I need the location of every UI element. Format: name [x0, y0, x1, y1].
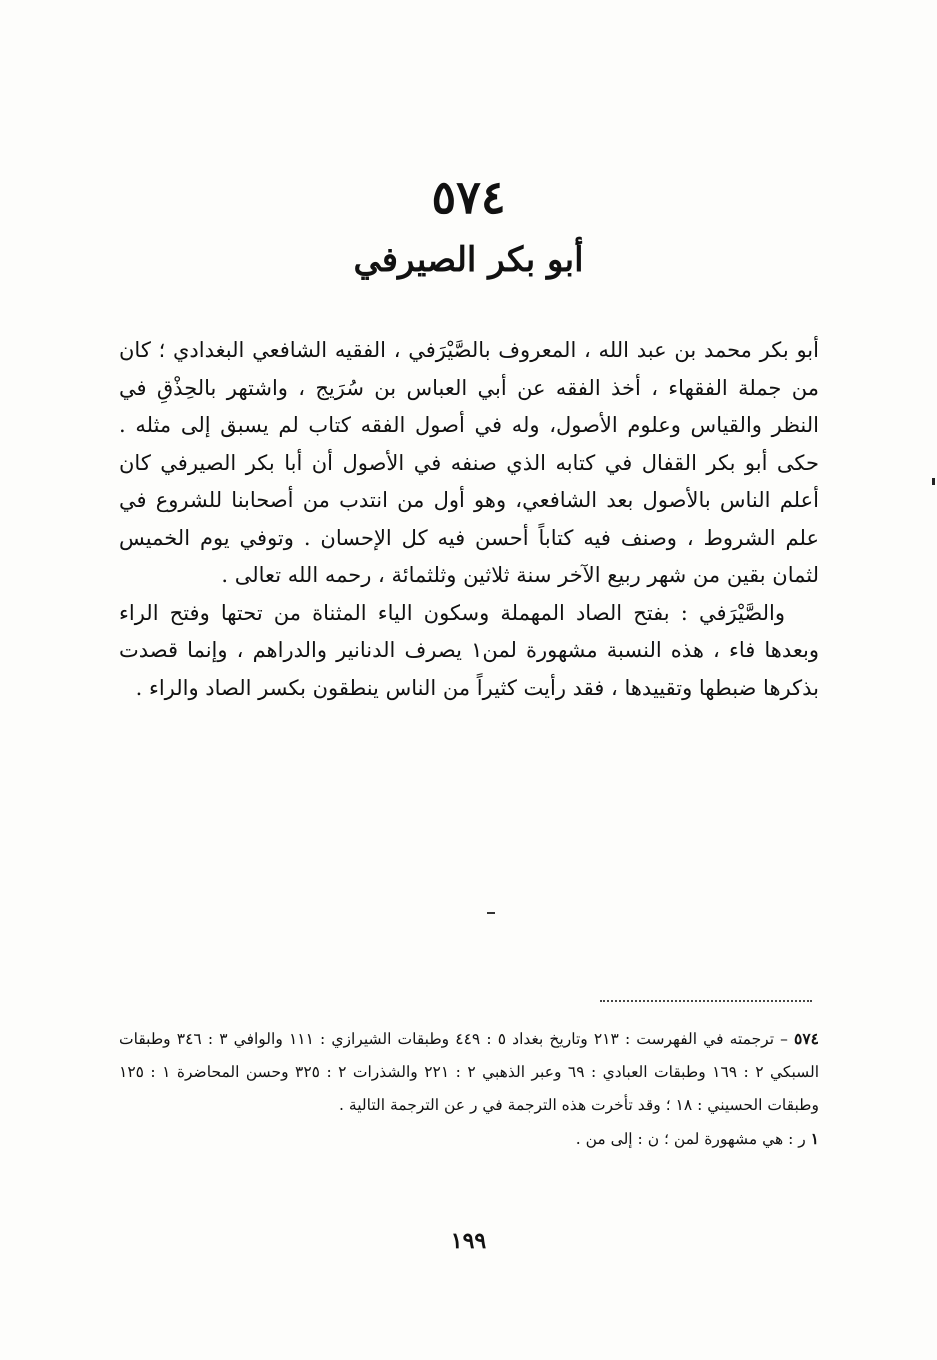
footnote-text: ر : هي مشهورة لمن ؛ ن : إلى من .	[575, 1130, 811, 1148]
stray-dash-mark	[487, 912, 495, 914]
entry-number: ٥٧٤	[431, 170, 506, 224]
footnote-divider	[600, 1000, 812, 1002]
footnotes	[119, 1022, 819, 1156]
entry-title: أبو بكر الصيرفي	[353, 240, 584, 280]
footnote-variant	[119, 1122, 819, 1156]
footnote-number: ١	[810, 1129, 819, 1148]
page-number: ١٩٩	[450, 1228, 487, 1254]
footnote-number: ٥٧٤	[794, 1029, 819, 1048]
footnote-sources	[119, 1022, 819, 1122]
paragraph-nisba: والصَّيْرَفي : بفتح الصاد المهملة وسكون الياء المثناة من تحتها وفتح الراء وبعدها فاء ، هذه النسبة مشهورة لمن١ يصرف الدنانير والدراهم ، وإنما قصدت بذكرها ضبطها وتقييدها ، فقد رأيت كثيراً من الناس ينطقون بكسر الصاد والراء .	[119, 600, 819, 700]
margin-mark	[932, 478, 935, 485]
footnote-text: – ترجمته في الفهرست : ٢١٣ وتاريخ بغداد ٥ : ٤٤٩ وطبقات الشيرازي : ١١١ والوافي ٣ : ٣٤٦ وطبقات السبكي ٢ : ١٦٩ وطبقات العبادي : ٦٩ وعبر الذهبي ٢ : ٢٢١ والشذرات ٢ : ٣٢٥ وحسن المحاضرة ١ : ١٢٥ وطبقات الحسيني : ١٨ ؛ وقد تأخرت هذه الترجمة في ر عن الترجمة التالية .	[119, 1030, 820, 1114]
biography-text	[119, 332, 819, 707]
paragraph-biography: أبو بكر محمد بن عبد الله ، المعروف بالصَّيْرَفي ، الفقيه الشافعي البغدادي ؛ كان من جملة الفقهاء ، أخذ الفقه عن أبي العباس بن سُرَيج ، واشتهر بالحِذْقِ في النظر والقياس وعلوم الأصول، وله في أصول الفقه كتاب لم يسبق إلى مثله . حكى أبو بكر القفال في كتابه الذي صنفه في الأصول أن أبا بكر الصيرفي كان أعلم الناس بالأصول بعد الشافعي، وهو أول من انتدب من أصحابنا للشروع في علم الشروط ، وصنف فيه كتاباً أحسن فيه كل الإحسان . وتوفي يوم الخميس لثمان بقين من شهر ربيع الآخر سنة ثلاثين وثلثمائة ، رحمه الله تعالى .	[119, 338, 819, 587]
